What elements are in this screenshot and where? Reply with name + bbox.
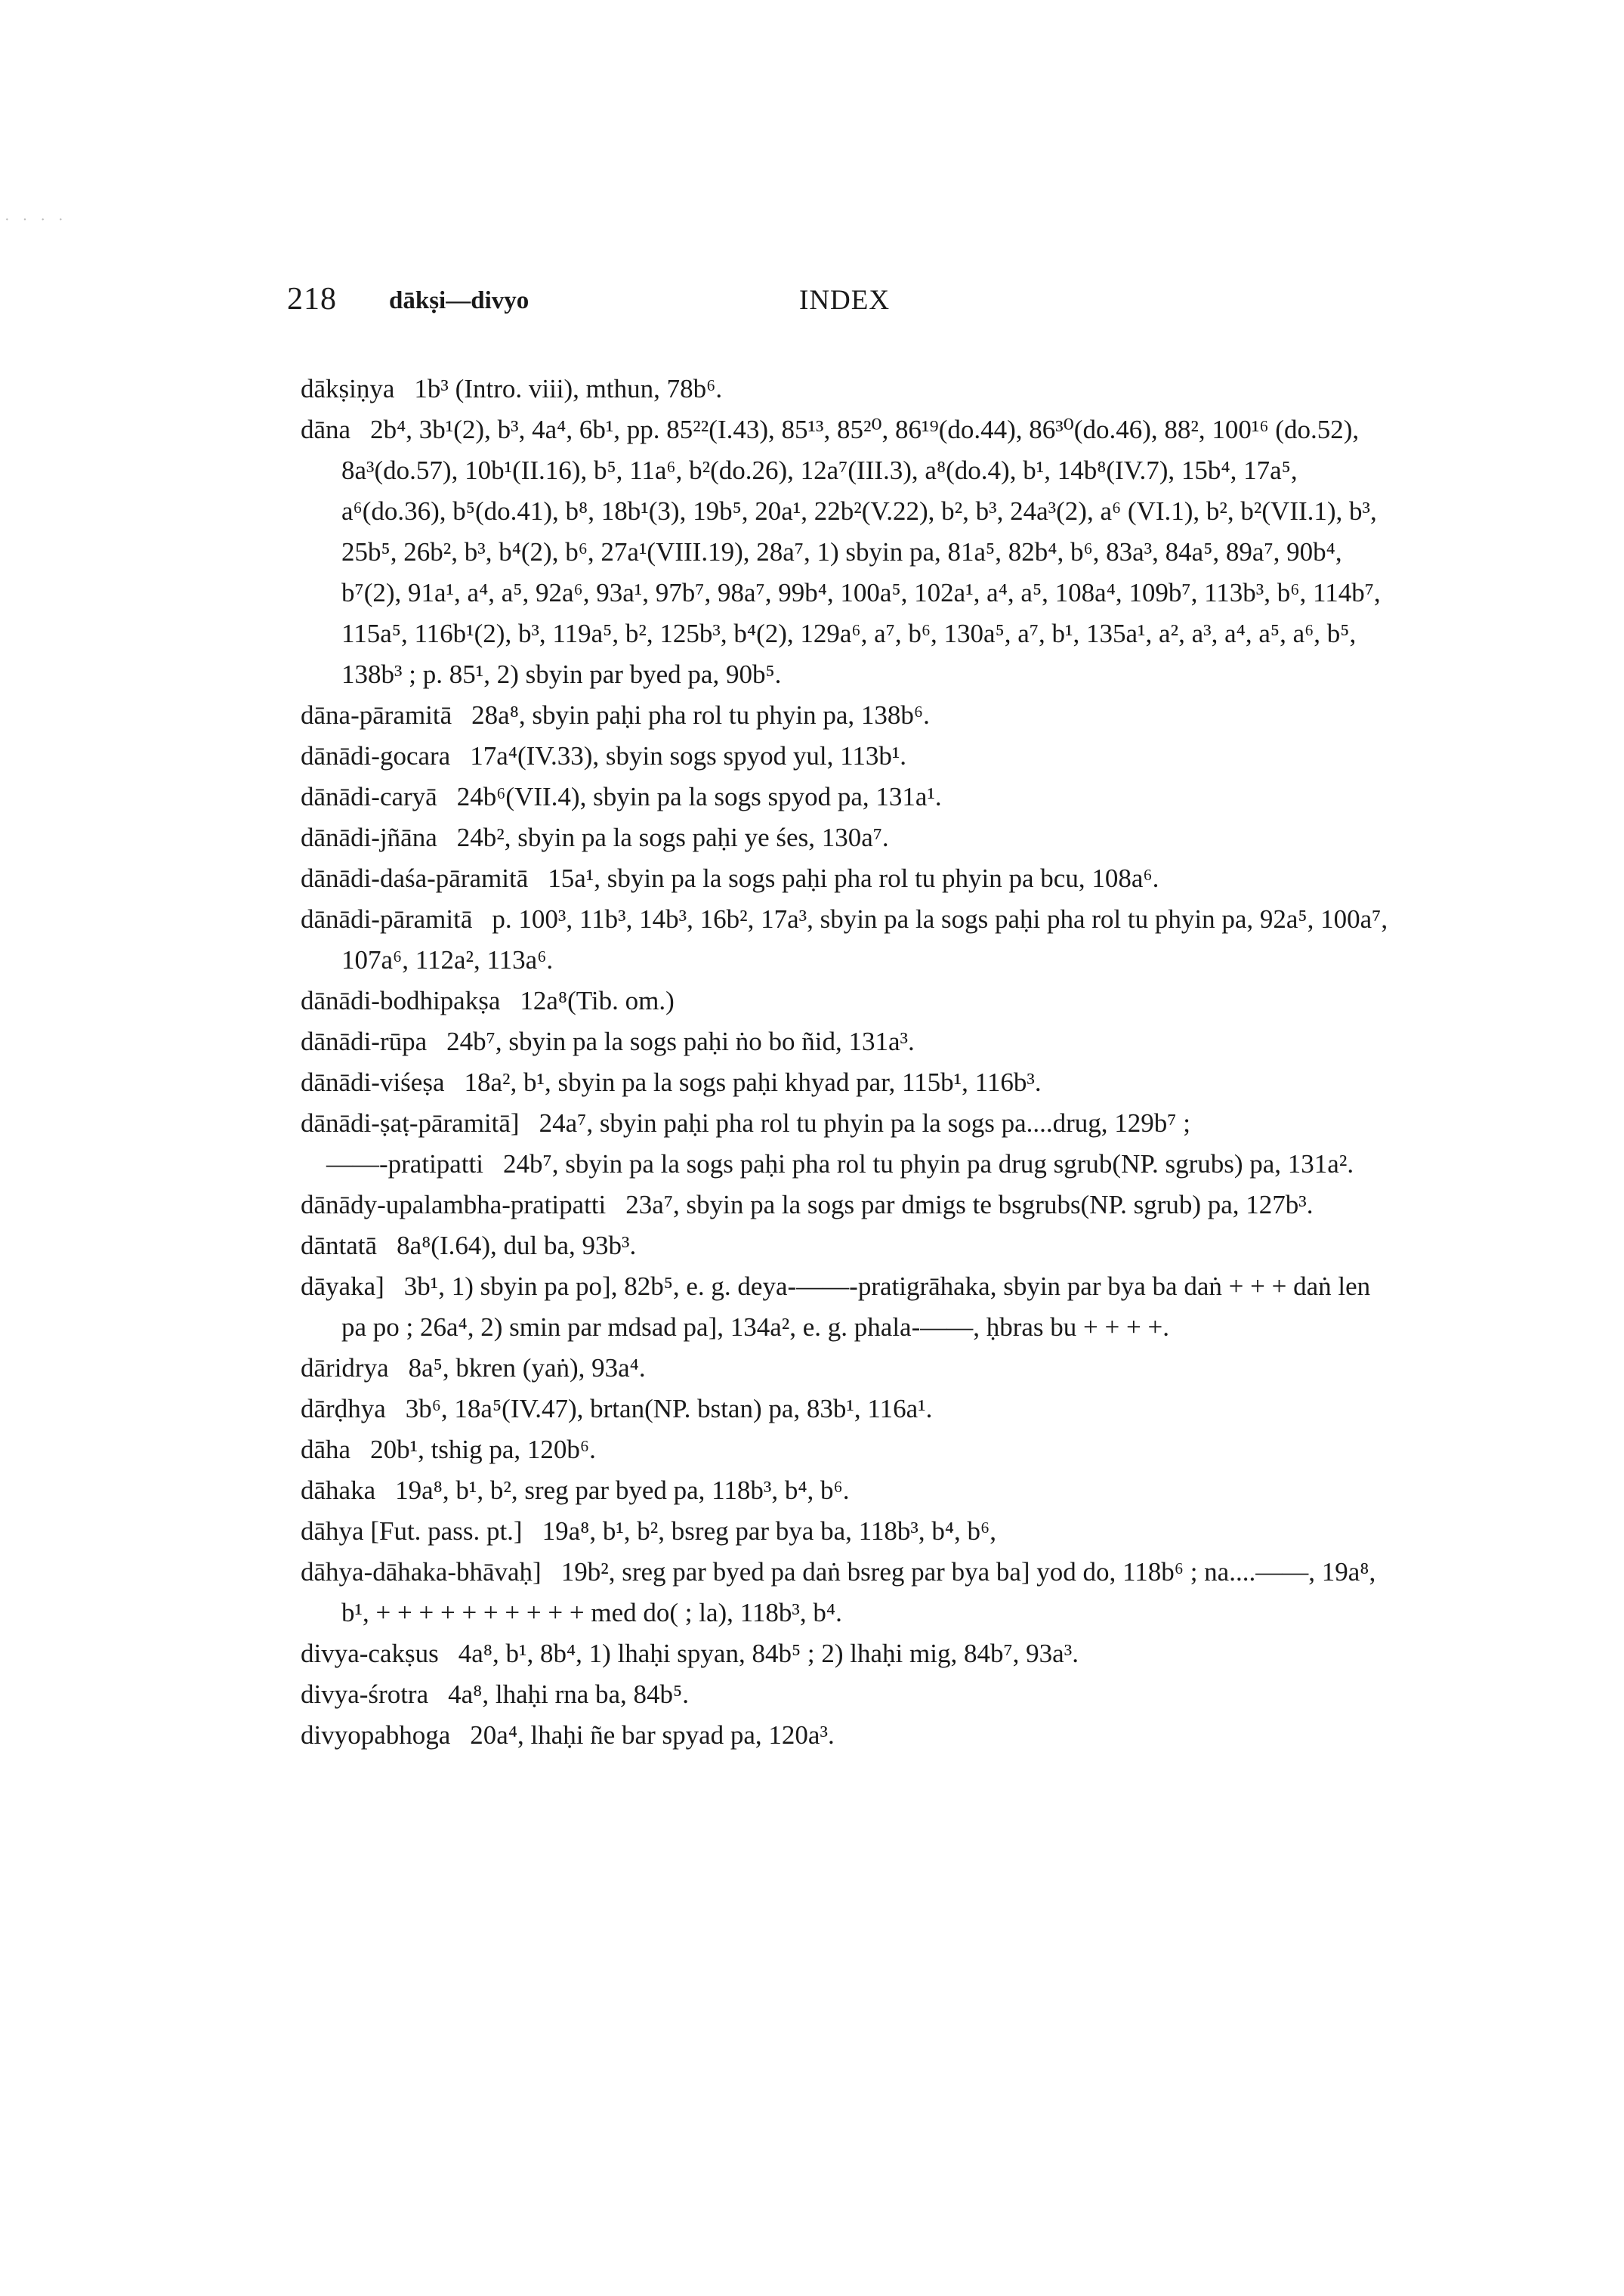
- index-entries: [301, 369, 1388, 1756]
- index-entry: [301, 899, 1388, 981]
- index-entry: [301, 1062, 1388, 1103]
- entry-headword: dāyaka]: [301, 1272, 384, 1301]
- index-entry: [301, 1225, 1388, 1266]
- entry-references: 19b², sreg par byed pa daṅ bsreg par bya ba] yod do, 118b⁶ ; na....——, 19a⁸, b¹, + + + + + + + + + + med do( ; la), 118b³, b⁴.: [341, 1557, 1376, 1627]
- entry-references: 19a⁸, b¹, b², bsreg par bya ba, 118b³, b⁴, b⁶,: [542, 1516, 996, 1546]
- entry-references: 1b³ (Intro. viii), mthun, 78b⁶.: [414, 374, 723, 403]
- index-entry: [301, 1674, 1388, 1715]
- entry-references: 24b², sbyin pa la sogs paḥi ye śes, 130a⁷.: [456, 823, 889, 852]
- index-entry: [301, 409, 1388, 695]
- page-header: [0, 281, 1624, 326]
- entry-headword: dāhya [Fut. pass. pt.]: [301, 1516, 523, 1546]
- running-head: dākṣi—divyo: [389, 287, 529, 314]
- entry-references: 19a⁸, b¹, b², sreg par byed pa, 118b³, b⁴, b⁶.: [395, 1476, 850, 1505]
- entry-headword: dārḍhya: [301, 1394, 386, 1423]
- entry-references: 18a², b¹, sbyin pa la sogs paḥi khyad par, 115b¹, 116b³.: [464, 1068, 1042, 1097]
- index-entry: [301, 369, 1388, 409]
- entry-references: 3b⁶, 18a⁵(IV.47), brtan(NP. bstan) pa, 83b¹, 116a¹.: [405, 1394, 933, 1423]
- entry-headword: dānādi-ṣaṭ-pāramitā]: [301, 1108, 520, 1138]
- entry-headword: dānādi-daśa-pāramitā: [301, 864, 529, 893]
- entry-headword: dānādi-jñāna: [301, 823, 437, 852]
- index-entry: [301, 858, 1388, 899]
- entry-headword: dāna: [301, 415, 351, 444]
- entry-headword: dānādi-gocara: [301, 741, 451, 771]
- entry-headword: ——-pratipatti: [326, 1149, 484, 1179]
- entry-headword: dāna-pāramitā: [301, 700, 452, 730]
- page-title: INDEX: [799, 285, 891, 316]
- entry-references: 24b⁷, sbyin pa la sogs paḥi pha rol tu phyin pa drug sgrub(NP. sgrubs) pa, 131a².: [503, 1149, 1354, 1179]
- index-entry: [301, 1511, 1388, 1552]
- entry-references: p. 100³, 11b³, 14b³, 16b², 17a³, sbyin pa la sogs paḥi pha rol tu phyin pa, 92a⁵, 100a⁷, 107a⁶, 112a², 113a⁶.: [341, 904, 1388, 975]
- entry-references: 28a⁸, sbyin paḥi pha rol tu phyin pa, 138b⁶.: [471, 700, 930, 730]
- entry-headword: dāntatā: [301, 1231, 378, 1260]
- entry-headword: dānādi-bodhipakṣa: [301, 986, 501, 1015]
- index-entry: [301, 1715, 1388, 1756]
- entry-headword: dāhaka: [301, 1476, 376, 1505]
- entry-headword: dānādi-pāramitā: [301, 904, 473, 934]
- index-entry: [301, 1103, 1388, 1144]
- index-entry: [301, 1389, 1388, 1429]
- index-entry: [301, 695, 1388, 736]
- entry-references: 24b⁷, sbyin pa la sogs paḥi ṅo bo ñid, 131a³.: [446, 1027, 915, 1056]
- entry-references: 12a⁸(Tib. om.): [520, 986, 675, 1015]
- entry-references: 24b⁶(VII.4), sbyin pa la sogs spyod pa, 131a¹.: [456, 782, 942, 811]
- entry-references: 3b¹, 1) sbyin pa po], 82b⁵, e. g. deya-——-pratigrāhaka, sbyin par bya ba daṅ + + + daṅ len pa po ; 26a⁴, 2) smin par mdsad pa], 134a², e. g. phala-——, ḥbras bu + + + +.: [341, 1272, 1371, 1342]
- entry-headword: dāhya-dāhaka-bhāvaḥ]: [301, 1557, 542, 1587]
- index-entry: [301, 817, 1388, 858]
- index-entry: [301, 1633, 1388, 1674]
- entry-references: 17a⁴(IV.33), sbyin sogs spyod yul, 113b¹.: [470, 741, 907, 771]
- entry-references: 20b¹, tshig pa, 120b⁶.: [370, 1435, 596, 1464]
- index-entry: [301, 1266, 1388, 1348]
- entry-references: 2b⁴, 3b¹(2), b³, 4a⁴, 6b¹, pp. 85²²(I.43), 85¹³, 85²⁰, 86¹⁹(do.44), 86³⁰(do.46), 88², 100¹⁶ (do.52), 8a³(do.57), 10b¹(II.16), b⁵, 11a⁶, b²(do.26), 12a⁷(III.3), a⁸(do.4), b¹, 14b⁸(IV.7), 15b⁴, 17a⁵, a⁶(do.36), b⁵(do.41), b⁸, 18b¹(3), 19b⁵, 20a¹, 22b²(V.22), b², b³, 24a³(2), a⁶ (VI.1), b², b²(VII.1), b³, 25b⁵, 26b², b³, b⁴(2), b⁶, 27a¹(VIII.19), 28a⁷, 1) sbyin pa, 81a⁵, 82b⁴, b⁶, 83a³, 84a⁵, 89a⁷, 90b⁴, b⁷(2), 91a¹, a⁴, a⁵, 92a⁶, 93a¹, 97b⁷, 98a⁷, 99b⁴, 100a⁵, 102a¹, a⁴, a⁵, 108a⁴, 109b⁷, 113b³, b⁶, 114b⁷, 115a⁵, 116b¹(2), b³, 119a⁵, b², 125b³, b⁴(2), 129a⁶, a⁷, b⁶, 130a⁵, a⁷, b¹, 135a¹, a², a³, a⁴, a⁵, a⁶, b⁵, 138b³ ; p. 85¹, 2) sbyin par byed pa, 90b⁵.: [341, 415, 1381, 689]
- index-entry: [301, 1470, 1388, 1511]
- index-entry: [301, 1144, 1388, 1185]
- index-entry: [301, 1021, 1388, 1062]
- entry-references: 20a⁴, lhaḥi ñe bar spyad pa, 120a³.: [470, 1720, 835, 1750]
- entry-references: 4a⁸, lhaḥi rna ba, 84b⁵.: [448, 1680, 690, 1709]
- index-entry: [301, 736, 1388, 777]
- entry-headword: dānādi-rūpa: [301, 1027, 428, 1056]
- entry-headword: dāridrya: [301, 1353, 389, 1383]
- index-entry: [301, 777, 1388, 817]
- entry-headword: dānādi-caryā: [301, 782, 437, 811]
- entry-references: 15a¹, sbyin pa la sogs paḥi pha rol tu phyin pa bcu, 108a⁶.: [548, 864, 1159, 893]
- index-entry: [301, 1429, 1388, 1470]
- entry-references: 24a⁷, sbyin paḥi pha rol tu phyin pa la sogs pa....drug, 129b⁷ ;: [539, 1108, 1190, 1138]
- entry-headword: dāha: [301, 1435, 351, 1464]
- entry-references: 23a⁷, sbyin pa la sogs par dmigs te bsgrubs(NP. sgrub) pa, 127b³.: [625, 1190, 1314, 1219]
- index-entry: [301, 981, 1388, 1021]
- index-entry: [301, 1348, 1388, 1389]
- index-entry: [301, 1185, 1388, 1225]
- page-number: 218: [287, 282, 337, 317]
- entry-headword: divya-śrotra: [301, 1680, 429, 1709]
- entry-references: 8a⁸(I.64), dul ba, 93b³.: [397, 1231, 637, 1260]
- index-entry: [301, 1552, 1388, 1633]
- entry-references: 4a⁸, b¹, 8b⁴, 1) lhaḥi spyan, 84b⁵ ; 2) lhaḥi mig, 84b⁷, 93a³.: [458, 1639, 1079, 1668]
- entry-headword: dākṣiṇya: [301, 374, 395, 403]
- entry-headword: divyopabhoga: [301, 1720, 451, 1750]
- entry-headword: dānādy-upalambha-pratipatti: [301, 1190, 607, 1219]
- entry-references: 8a⁵, bkren (yaṅ), 93a⁴.: [408, 1353, 646, 1383]
- entry-headword: dānādi-viśeṣa: [301, 1068, 445, 1097]
- scan-artifact-dots: · · · ·: [5, 212, 68, 228]
- entry-headword: divya-cakṣus: [301, 1639, 439, 1668]
